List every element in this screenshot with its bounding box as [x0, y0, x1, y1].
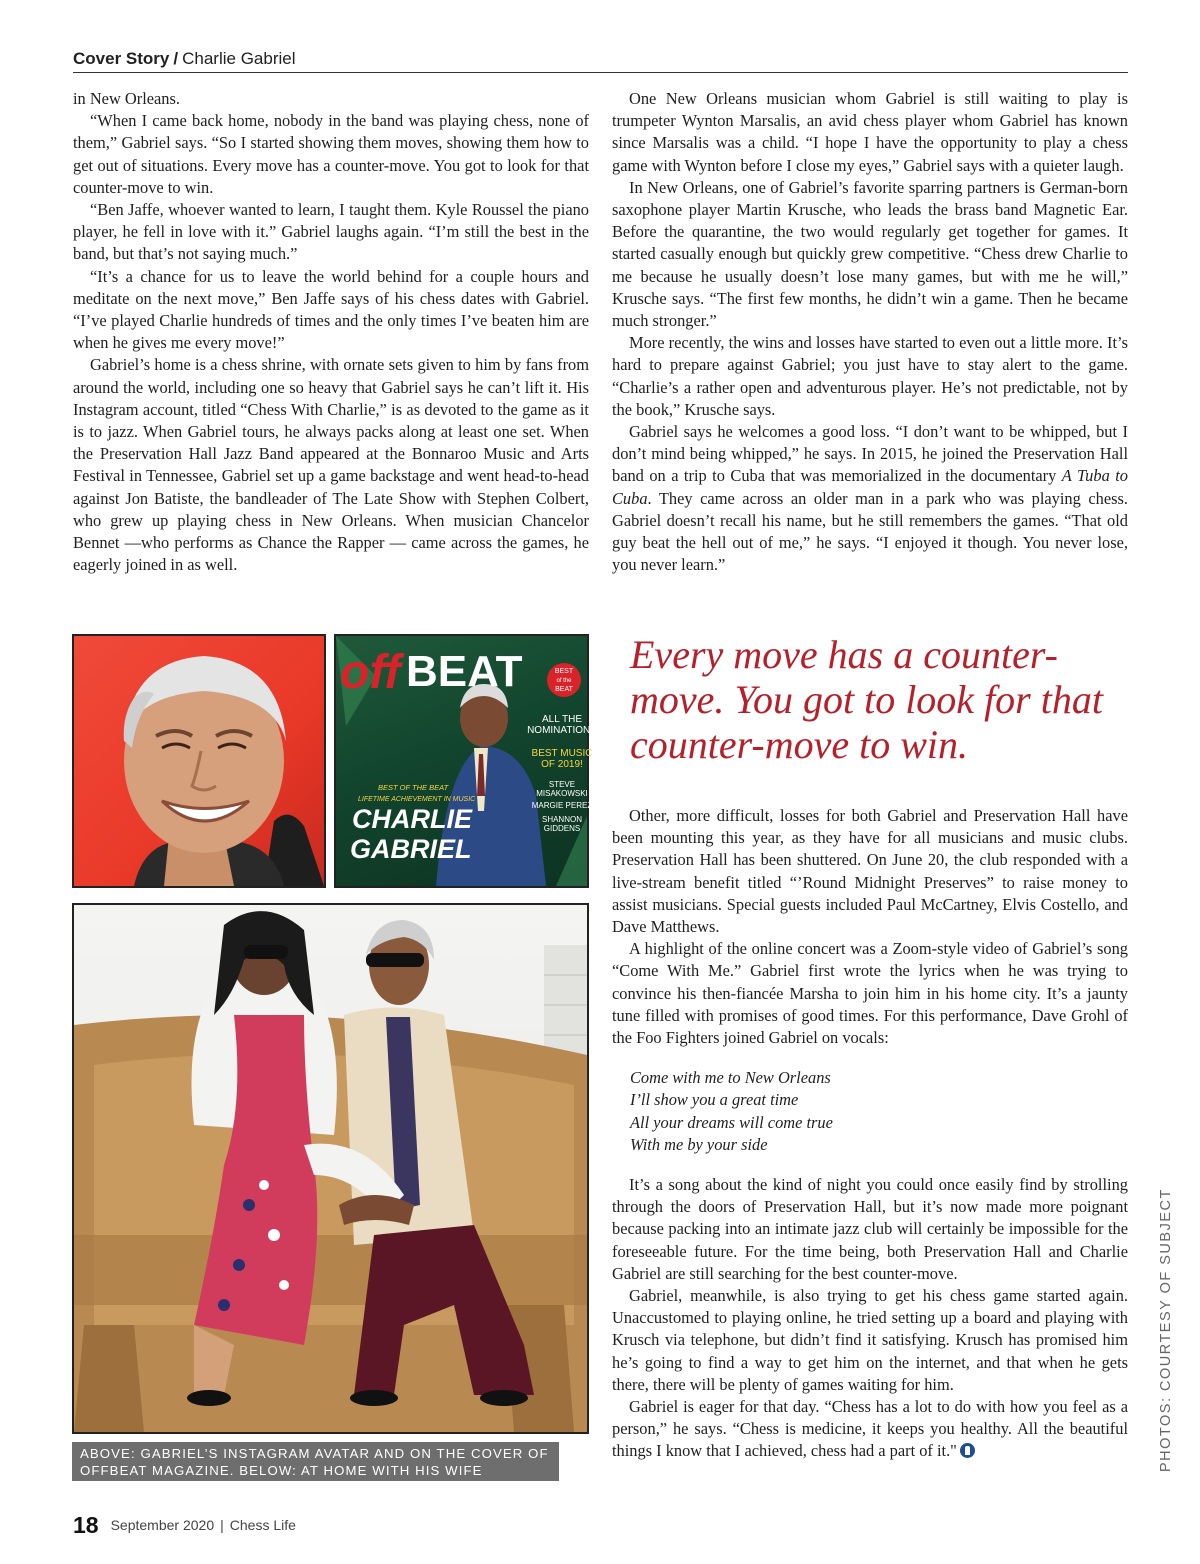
paragraph: In New Orleans, one of Gabriel’s favorite sparring partners is German-born saxophone player Martin Krusche, who leads the brass band Magnetic Ear. Before the quarantine, the two would regularly get together for games. It started casually enough but quickly grew competitive. “Chess drew Charlie to me because he usually doesn’t lose many games, but with me he will,” Krusche says. “The first few months, he didn’t win a game. Then he became much stronger.”: [612, 177, 1128, 331]
paragraph-text: . They came across an older man in a park who was playing chess. Gabriel doesn’t recall his name, but he still remembers the games. “That old guy beat the hell out of me,” he says. “I enjoyed it though. You never lose, you never learn.”: [612, 488, 1128, 575]
cover-kicker: LIFETIME ACHIEVEMENT IN MUSIC: [358, 796, 476, 803]
paragraph: “It’s a chance for us to leave the world behind for a couple hours and meditate on the next move,” Ben Jaffe says of his chess dates with Gabriel. “I’ve played Charlie hundreds of times and the only times I’ve beaten him are when he gives me every move!”: [73, 266, 589, 353]
paragraph-text: Gabriel is eager for that day. “Chess has a lot to do with how you feel as a person,” he says. “Chess is medicine, it keeps you healthy. All the beautiful things I know that I achieved, chess had a part of it.": [612, 1397, 1128, 1461]
cover-line: NOMINATIONS: [527, 725, 597, 736]
page-number: 18: [73, 1512, 99, 1538]
lyric-line: With me by your side: [630, 1134, 768, 1154]
paragraph: Gabriel’s home is a chess shrine, with ornate sets given to him by fans from around the world, including one so heavy that Gabriel says he can’t lift it. His Instagram account, titled “Chess With Charlie,” is as devoted to the game as it is to jazz. When Gabriel tours, he always packs along at least one set. When the Preservation Hall Jazz Band appeared at the Bonnaroo Music and Arts Festival in Tennessee, Gabriel set up a game backstage and went head-to-head against Jon Batiste, the bandleader of The Late Show with Stephen Colbert, who grew up playing chess in New Orleans. When musician Chancelor Bennet —who performs as Chance the Rapper — came across the games, he eagerly joined in as well.: [73, 355, 589, 575]
cover-line: GIDDENS: [543, 824, 581, 833]
masthead-beat: BEAT: [406, 647, 523, 696]
lyric-line: All your dreams will come true: [630, 1112, 833, 1132]
magazine-cover-photo: [334, 634, 597, 888]
publication-name: Chess Life: [229, 1517, 296, 1533]
badge-text: BEAT: [555, 686, 573, 693]
cover-line: MARGIE PEREZ: [531, 801, 593, 810]
couple-on-wicker-sofa-illustration: [74, 905, 587, 1432]
portrait-photo: [72, 634, 326, 888]
header-subject: Charlie Gabriel: [182, 49, 296, 68]
portrait-illustration: [74, 636, 324, 886]
header-separator: /: [173, 49, 179, 68]
cover-line: OF 2019!: [541, 759, 583, 770]
article-column-right-bottom: [612, 805, 1128, 1463]
issue-date: September 2020: [110, 1517, 215, 1533]
cover-line: ALL THE: [541, 714, 583, 725]
lyric-line: I’ll show you a great time: [630, 1090, 799, 1110]
article-column-left: [73, 88, 589, 576]
paragraph: It’s a song about the kind of night you could once easily find by strolling through the doors of Preservation Hall, but it’s now made more poignant because packing into an intimate jazz club will certainly be impossible for the foreseeable future. For the time being, both Preservation Hall and Charlie Gabriel are still searching for the best counter-move.: [612, 1175, 1128, 1283]
paragraph: in New Orleans.: [73, 89, 180, 108]
cover-line: STEVE: [548, 780, 576, 789]
page-footer: [73, 1512, 296, 1542]
cover-name: CHARLIE: [352, 804, 472, 834]
cover-kicker: BEST OF THE BEAT: [378, 783, 449, 792]
paragraph-text: Gabriel says he welcomes a good loss. “I don’t want to be whipped, but I don’t mind being whipped,” he says. In 2015, he joined the Preservation Hall band on a trip to Cuba that was memorialized in the documentary: [612, 422, 1128, 486]
cover-name: GABRIEL: [350, 834, 472, 864]
cover-line: BEST MUSIC: [531, 748, 593, 759]
badge-text: BEST: [554, 668, 574, 675]
photo-caption: ABOVE: GABRIEL’S INSTAGRAM AVATAR AND ON THE COVER OF OFFBEAT MAGAZINE. BELOW: AT HOME WITH HIS WIFE MARSHA.: [72, 1442, 559, 1481]
paragraph: A highlight of the online concert was a Zoom-style video of Gabriel’s song “Come With Me.” Gabriel first wrote the lyrics when he was trying to convince his then-fiancée Marsha to join him in his home city. It’s a jaunty tune filled with promises of good times. For this performance, Dave Grohl of the Foo Fighters joined Gabriel on vocals:: [612, 939, 1128, 1048]
photo-credit: PHOTOS: COURTESY OF SUBJECT: [1158, 1188, 1174, 1472]
chess-life-end-mark-icon: [960, 1443, 975, 1458]
masthead-off: off: [340, 646, 401, 699]
paragraph: “Ben Jaffe, whoever wanted to learn, I taught them. Kyle Roussel the piano player, he fell in love with it.” Gabriel laughs again. “I’m still the best in the band, but that’s not saying much.”: [73, 200, 589, 264]
paragraph: More recently, the wins and losses have started to even out a little more. It’s hard to prepare against Gabriel; you just have to stay alert to the game. “Charlie’s a rather open and adventurous player. He’s not predictable, not by the book,” Krusche says.: [612, 333, 1128, 419]
song-lyrics: [630, 1067, 1128, 1156]
magazine-cover: [336, 636, 597, 886]
footer-separator: |: [220, 1517, 224, 1533]
lyric-line: Come with me to New Orleans: [630, 1068, 831, 1088]
cover-line: MISAKOWSKI: [536, 789, 588, 798]
paragraph: Other, more difficult, losses for both Gabriel and Preservation Hall have been mounting this year, as they have for all musicians and music clubs. Preservation Hall has been shuttered. On June 20, the club responded with a live-stream benefit titled “’Round Midnight Preserves” to raise money to assist musicians. Special guests included Paul McCartney, Elvis Costello, and Dave Matthews.: [612, 806, 1128, 937]
paragraph: [612, 1396, 1128, 1463]
paragraph: Gabriel, meanwhile, is also trying to get his chess game started again. Unaccustomed to playing online, he tried setting up a board and playing with Krusch via telephone, but didn’t find it satisfying. Krusch has promised him he’s going to find a way to get him on the internet, and that when he gets there, there will be plenty of games waiting for him.: [612, 1286, 1128, 1394]
section-label: Cover Story: [73, 49, 170, 68]
documentary-title: A Tuba to Cuba: [612, 466, 1128, 508]
pull-quote: Every move has a counter-move. You got to look for that counter-move to win.: [630, 632, 1103, 767]
home-photo: [72, 903, 589, 1434]
paragraph: One New Orleans musician whom Gabriel is still waiting to play is trumpeter Wynton Marsalis, an avid chess player whom Gabriel has known since Marsalis was a child. “I hope I have the opportunity to play a chess game with Wynton before I close my eyes,” Gabriel says with a quieter laugh.: [612, 89, 1128, 175]
article-column-right-top: [612, 88, 1128, 576]
paragraph: [612, 421, 1128, 576]
cover-line: SHANNON: [541, 815, 583, 824]
badge-text: of the: [556, 678, 572, 684]
paragraph: “When I came back home, nobody in the band was playing chess, none of them,” Gabriel says. “So I started showing them moves, showing them how to get out of situations. Every move has a counter-move. You got to look for that counter-move to win.: [73, 111, 589, 197]
running-header: [73, 48, 1128, 73]
